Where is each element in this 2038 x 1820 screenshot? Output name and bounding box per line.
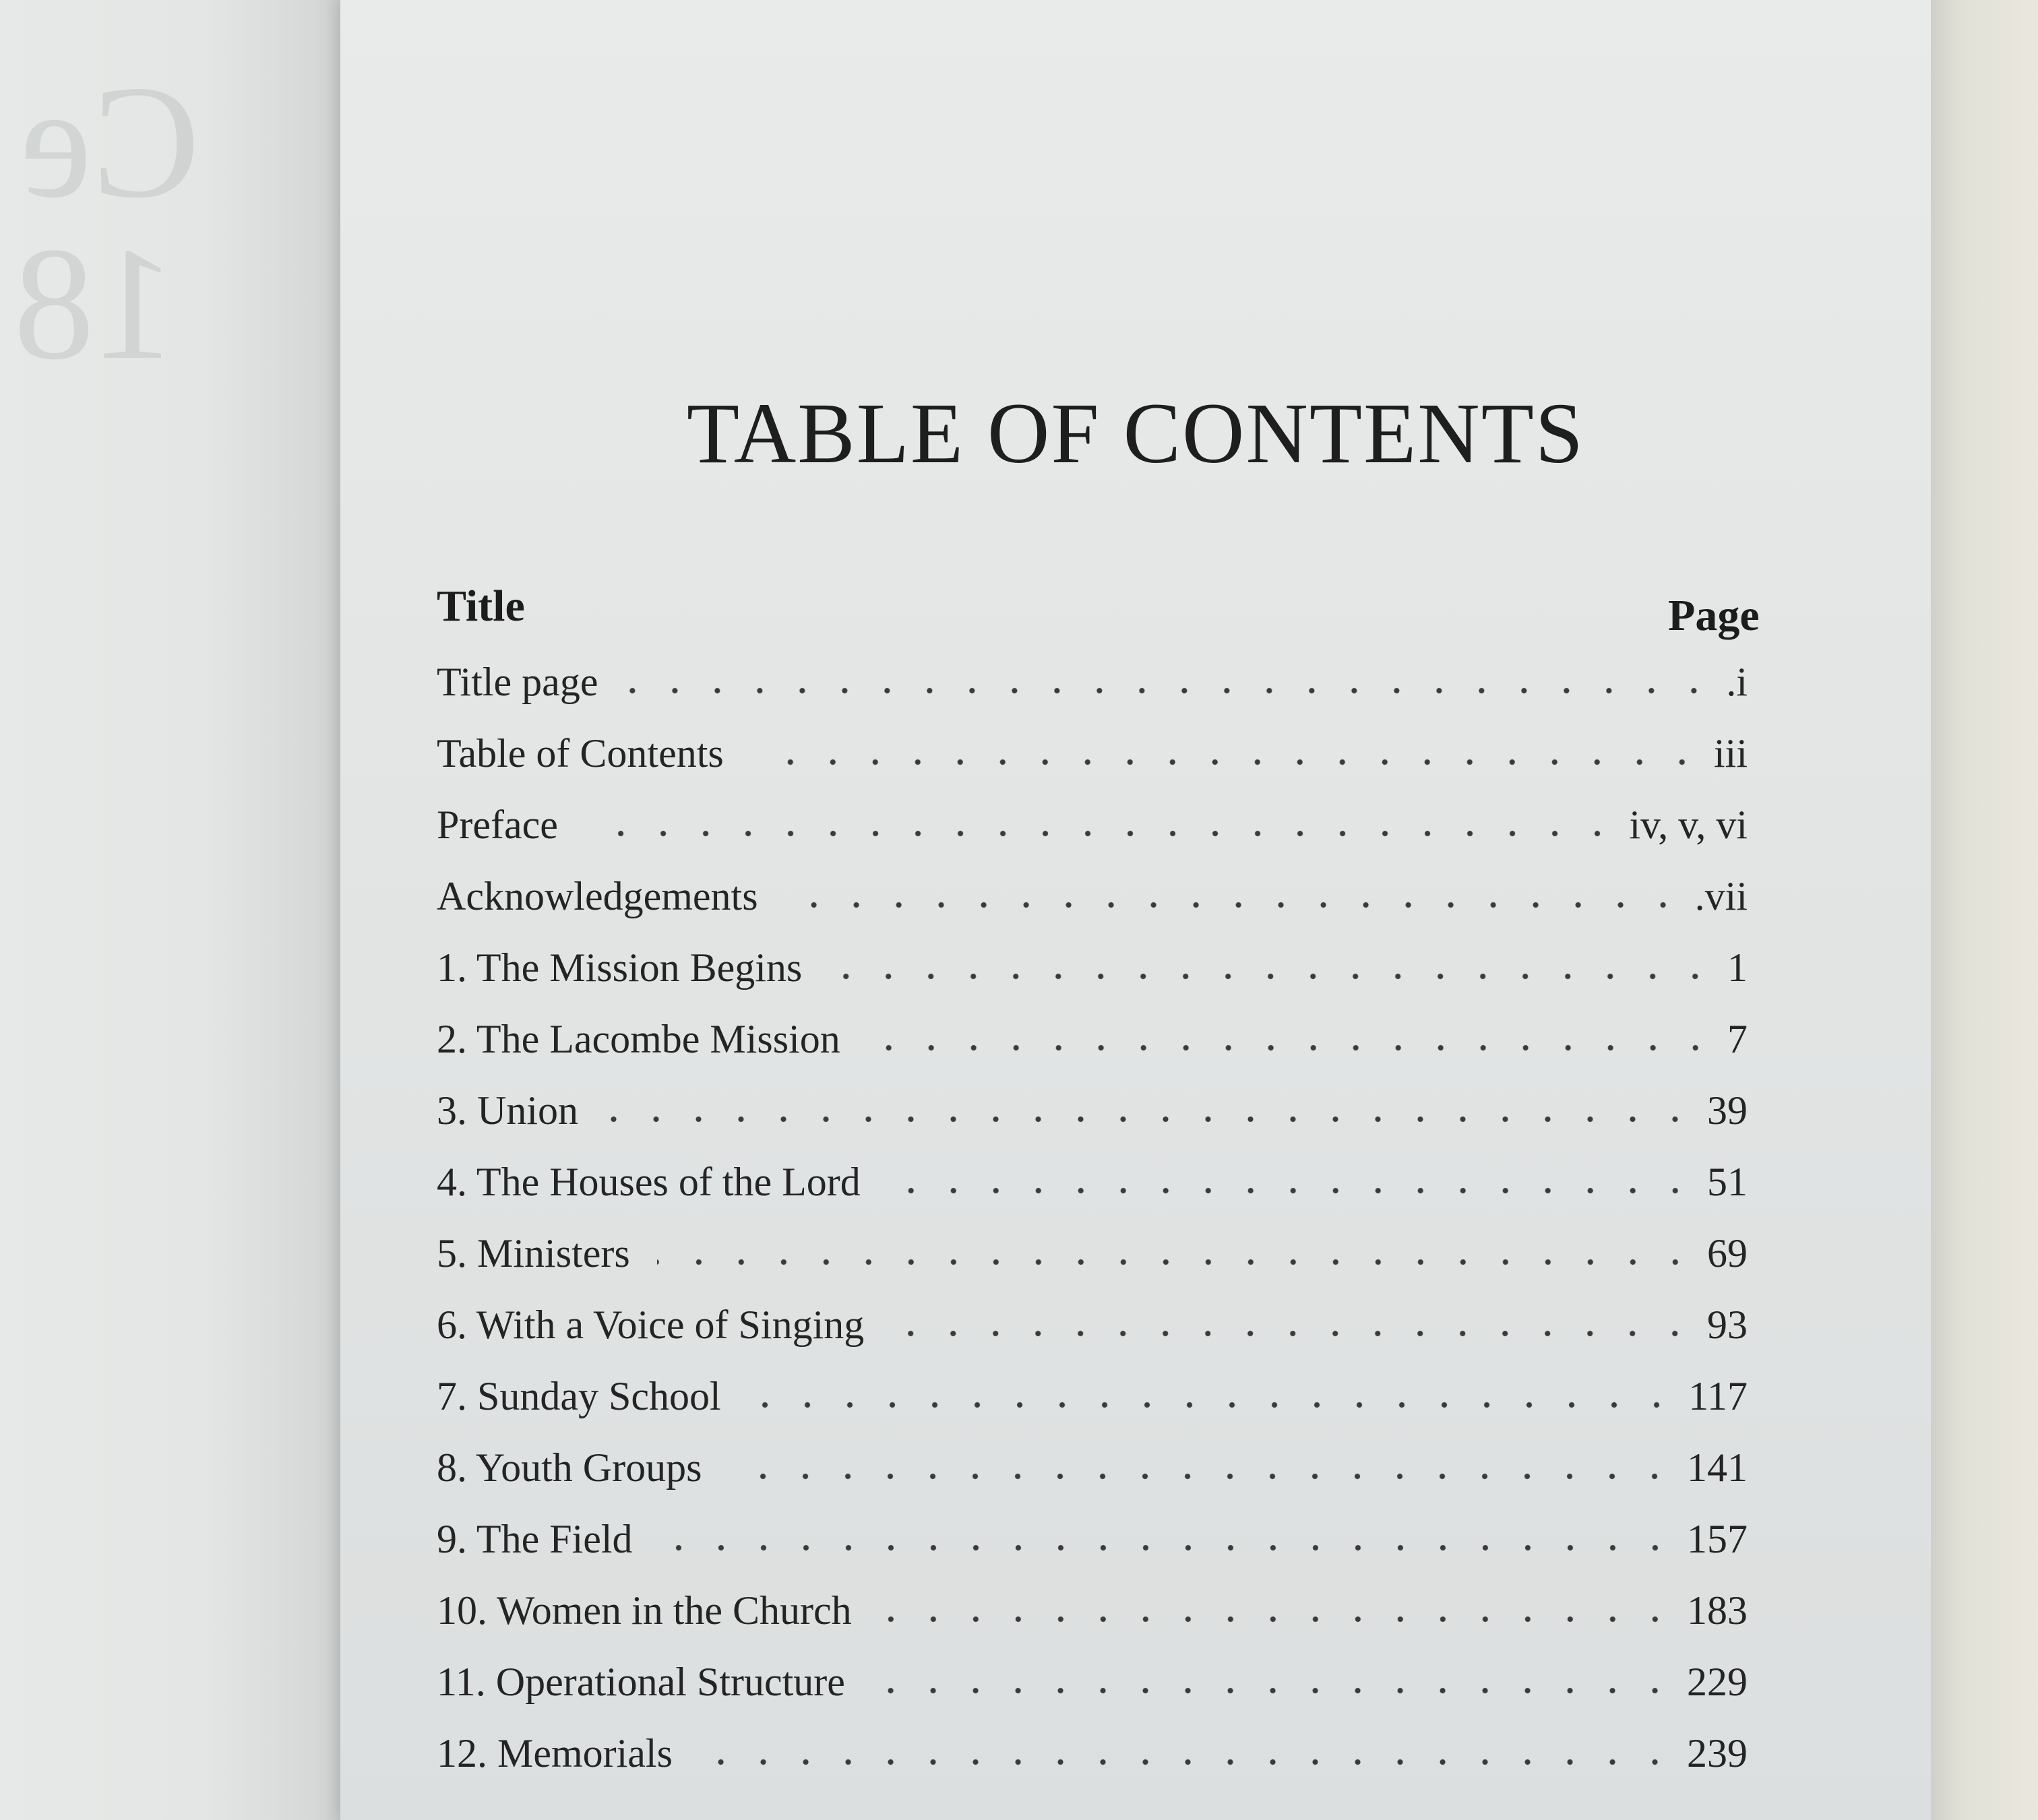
toc-entry-title: 3. Union [437,1088,578,1133]
toc-entry [437,1088,1748,1159]
toc-entry-page: 69 [1707,1231,1748,1276]
toc-entry-page: 117 [1688,1374,1748,1418]
column-header-page: Page [1668,591,1760,640]
toc-list [437,659,1748,1802]
toc-entry-title: 7. Sunday School [437,1374,721,1418]
dot-leader [585,829,1619,838]
toc-entry-page: iv, v, vi [1629,803,1748,847]
toc-entry [437,1730,1748,1802]
toc-entry-title: 5. Ministers [437,1231,630,1276]
toc-entry-page: 157 [1687,1517,1748,1561]
toc-entry-page: .i [1726,660,1748,704]
toc-entry [437,873,1748,945]
dot-leader [872,1686,1676,1695]
dot-leader [700,1757,1676,1767]
table-surface [1931,0,2038,1820]
toc-entry-page: 93 [1707,1303,1748,1347]
toc-entry-page: 229 [1687,1660,1748,1704]
dot-leader [605,1115,1696,1124]
toc-entry [437,945,1748,1016]
toc-entry [437,1588,1748,1659]
toc-entry-title: 12. Memorials [437,1731,673,1776]
toc-entry-title: Table of Contents [437,731,724,776]
toc-entry-title: 2. The Lacombe Mission [437,1017,840,1061]
toc-entry [437,802,1748,873]
toc-entry-page: 1 [1727,945,1748,990]
toc-entry [437,730,1748,802]
toc-entry [437,1445,1748,1516]
toc-entry-title: 8. Youth Groups [437,1445,702,1490]
toc-entry-page: 7 [1727,1017,1748,1061]
dot-leader [657,1257,1696,1267]
dot-leader [748,1400,1678,1410]
page-title: TABLE OF CONTENTS [686,385,1585,481]
toc-entry-title: Preface [437,803,558,847]
toc-entry [437,1516,1748,1588]
dot-leader [867,1043,1717,1053]
toc-entry-title: 9. The Field [437,1517,633,1561]
dot-leader [891,1329,1696,1338]
toc-entry [437,1659,1748,1730]
toc-entry-page: 239 [1687,1731,1748,1776]
toc-entry-page: 183 [1687,1588,1748,1633]
toc-entry-title: 4. The Houses of the Lord [437,1160,861,1204]
dot-leader [660,1543,1676,1552]
toc-entry-title: Acknowledgements [437,874,758,918]
toc-entry-page: iii [1713,731,1748,776]
toc-entry-title: Title page [437,660,598,704]
bleed-through-text: 18 [13,214,175,393]
toc-entry-title: 10. Women in the Church [437,1588,852,1633]
toc-entry-title: 6. With a Voice of Singing [437,1303,865,1347]
dot-leader [625,686,1715,695]
toc-entry [437,1302,1748,1373]
toc-entry-page: .vii [1694,874,1748,918]
left-page [0,0,340,1820]
toc-entry-page: 51 [1707,1160,1748,1204]
bleed-through-text: Ce [20,52,200,231]
toc-entry-title: 11. Operational Structure [437,1660,845,1704]
toc-entry-page: 141 [1687,1445,1748,1490]
toc-entry [437,1016,1748,1088]
dot-leader [729,1472,1676,1481]
toc-entry [437,1230,1748,1302]
dot-leader [785,900,1684,910]
toc-entry [437,1159,1748,1230]
column-header-title: Title [437,582,525,631]
toc-entry [437,659,1748,730]
dot-leader [829,972,1717,981]
toc-entry [437,1373,1748,1445]
toc-entry-page: 39 [1707,1088,1748,1133]
toc-entry-title: 1. The Mission Begins [437,945,803,990]
dot-leader [888,1186,1696,1195]
dot-leader [751,757,1703,767]
dot-leader [879,1614,1676,1624]
